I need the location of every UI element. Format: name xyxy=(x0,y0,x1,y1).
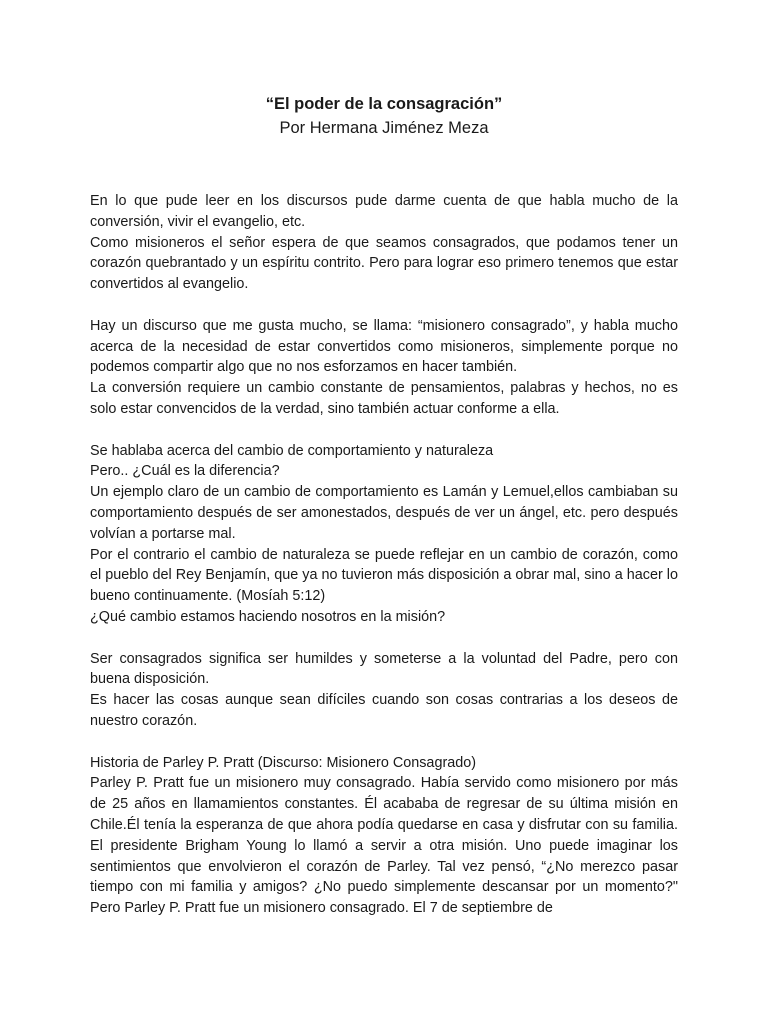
line: Historia de Parley P. Pratt (Discurso: Misionero Consagrado) xyxy=(90,754,477,771)
line: Un ejemplo claro de un cambio de comportamiento es Lamán y Lemuel,ellos cambiaban su comportamiento después de ser amonestados, después de ver un ángel, etc. pero después volvían a portarse mal. xyxy=(90,484,678,542)
line: Hay un discurso que me gusta mucho, se llama: “misionero consagrado”, y habla mucho acerca de la necesidad de estar convertidos como misioneros, simplemente porque no podemos compartir algo que no nos esforzamos en hacer también. xyxy=(90,317,678,376)
line: Por el contrario el cambio de naturaleza se puede reflejar en un cambio de corazón, como el pueblo del Rey Benjamín, que ya no tuvieron más disposición a obrar mal, sino a hacer lo bueno continuamente. (Mosíah 5:12) xyxy=(90,546,678,605)
paragraph-3 xyxy=(90,441,678,628)
line: Parley P. Pratt fue un misionero muy consagrado. Había servido como misionero por más de 25 años en llamamientos constantes. Él acababa de regresar de su última misión en Chile.Él tenía la esperanza de que ahora podía quedarse en casa y disfrutar con su familia. El presidente Brigham Young lo llamó a servir a otra misión. Uno puede imaginar los sentimientos que envolvieron el corazón de Parley. Tal vez pensó, “¿No merezco pasar tiempo con mi familia y amigos? ¿No puedo simplemente descansar por un momento?" Pero Parley P. Pratt fue un misionero consagrado. El 7 de septiembre de xyxy=(90,775,678,917)
line: Pero.. ¿Cuál es la diferencia? xyxy=(90,463,280,480)
line: La conversión requiere un cambio constante de pensamientos, palabras y hechos, no es solo estar convencidos de la verdad, sino también actuar conforme a ella. xyxy=(90,380,678,417)
title-block xyxy=(90,0,678,140)
document-author: Por Hermana Jiménez Meza xyxy=(279,119,489,137)
document-title: “El poder de la consagración” xyxy=(265,95,503,113)
paragraph-1 xyxy=(90,191,678,295)
paragraph-5 xyxy=(90,753,678,919)
line: Como misioneros el señor espera de que seamos consagrados, que podamos tener un corazón quebrantado y un espíritu contrito. Pero para lograr eso primero tenemos que estar convertidos al evangelio. xyxy=(90,234,678,293)
line: Ser consagrados significa ser humildes y someterse a la voluntad del Padre, pero con buena disposición. xyxy=(90,650,678,688)
line: Es hacer las cosas aunque sean difíciles cuando son cosas contrarias a los deseos de nuestro corazón. xyxy=(90,692,678,729)
line: ¿Qué cambio estamos haciendo nosotros en la misión? xyxy=(90,608,446,625)
paragraph-2 xyxy=(90,316,678,420)
line: En lo que pude leer en los discursos pude darme cuenta de que habla mucho de la conversión, vivir el evangelio, etc. xyxy=(90,193,678,230)
paragraph-4 xyxy=(90,649,678,732)
document-body xyxy=(90,191,678,919)
line: Se hablaba acerca del cambio de comportamiento y naturaleza xyxy=(90,442,494,459)
